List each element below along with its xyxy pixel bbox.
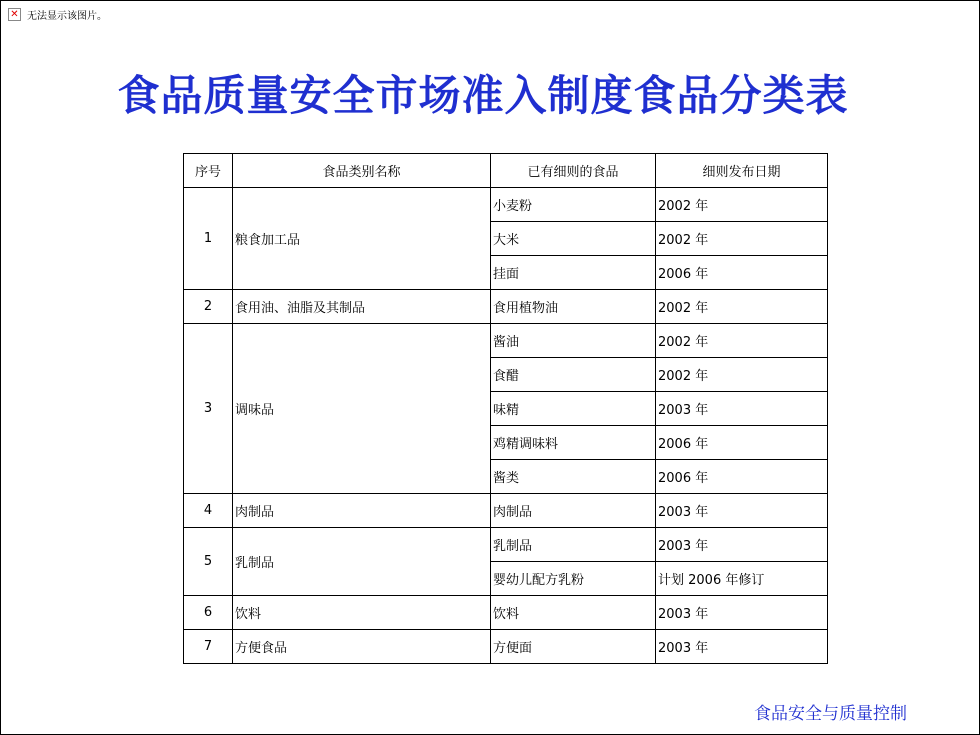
row-date: 2003 年: [656, 494, 828, 528]
header-index: 序号: [184, 154, 233, 188]
row-index: 4: [184, 494, 233, 528]
row-category: 粮食加工品: [233, 188, 491, 290]
food-category-table: [183, 153, 828, 664]
row-date: 2002 年: [656, 358, 828, 392]
row-date: 2003 年: [656, 392, 828, 426]
table-header-row: [184, 154, 828, 188]
row-category: 调味品: [233, 324, 491, 494]
row-food: 乳制品: [491, 528, 656, 562]
row-index: 2: [184, 290, 233, 324]
row-index: 5: [184, 528, 233, 596]
row-date: 计划 2006 年修订: [656, 562, 828, 596]
row-category: 食用油、油脂及其制品: [233, 290, 491, 324]
row-food: 婴幼儿配方乳粉: [491, 562, 656, 596]
row-food: 肉制品: [491, 494, 656, 528]
row-date: 2006 年: [656, 460, 828, 494]
header-category: 食品类别名称: [233, 154, 491, 188]
row-date: 2002 年: [656, 188, 828, 222]
page-title: 食品质量安全市场准入制度食品分类表: [117, 71, 849, 120]
table-row: [184, 596, 828, 630]
row-index: 6: [184, 596, 233, 630]
broken-image-alt-text: 无法显示该图片。: [27, 11, 107, 22]
row-food: 大米: [491, 222, 656, 256]
table-row: [184, 290, 828, 324]
row-index: 1: [184, 188, 233, 290]
row-date: 2006 年: [656, 426, 828, 460]
row-food: 味精: [491, 392, 656, 426]
row-date: 2003 年: [656, 528, 828, 562]
row-food: 酱油: [491, 324, 656, 358]
row-date: 2003 年: [656, 630, 828, 664]
row-food: 食醋: [491, 358, 656, 392]
broken-image-placeholder: [8, 7, 107, 22]
row-date: 2002 年: [656, 222, 828, 256]
row-category: 肉制品: [233, 494, 491, 528]
row-category: 乳制品: [233, 528, 491, 596]
table-row: [184, 494, 828, 528]
row-date: 2002 年: [656, 324, 828, 358]
row-food: 鸡精调味料: [491, 426, 656, 460]
table-row: [184, 630, 828, 664]
row-date: 2003 年: [656, 596, 828, 630]
header-date: 细则发布日期: [656, 154, 828, 188]
row-date: 2006 年: [656, 256, 828, 290]
row-food: 饮料: [491, 596, 656, 630]
broken-image-icon: ✕: [8, 8, 21, 21]
header-food: 已有细则的食品: [491, 154, 656, 188]
row-food: 食用植物油: [491, 290, 656, 324]
row-category: 饮料: [233, 596, 491, 630]
table-row: [184, 528, 828, 562]
footer-caption: 食品安全与质量控制: [754, 704, 907, 724]
row-date: 2002 年: [656, 290, 828, 324]
row-food: 小麦粉: [491, 188, 656, 222]
row-food: 挂面: [491, 256, 656, 290]
row-category: 方便食品: [233, 630, 491, 664]
row-index: 3: [184, 324, 233, 494]
table-row: [184, 324, 828, 358]
row-food: 酱类: [491, 460, 656, 494]
table-row: [184, 188, 828, 222]
row-food: 方便面: [491, 630, 656, 664]
row-index: 7: [184, 630, 233, 664]
